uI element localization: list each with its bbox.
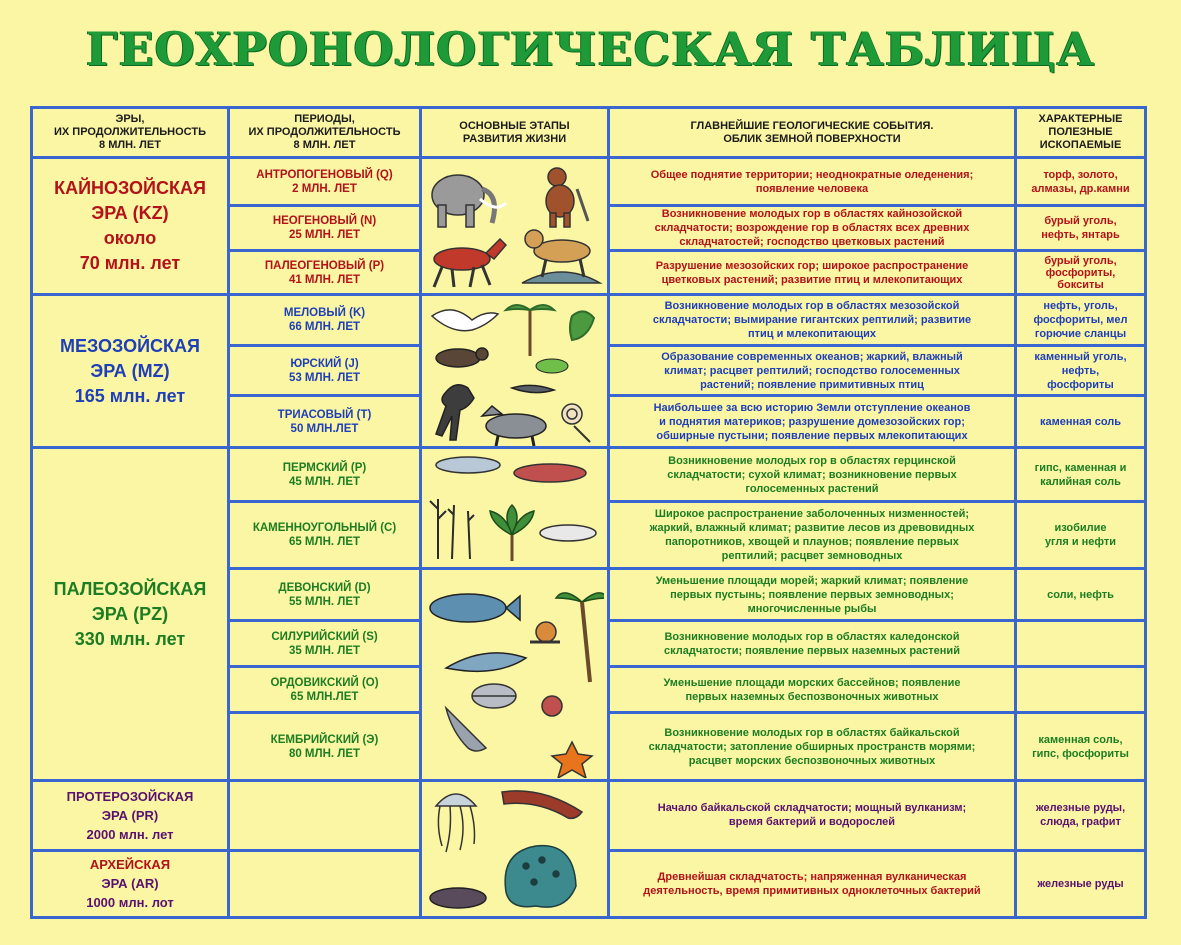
period-paleogene: ПАЛЕОГЕНОВЫЙ (P) 41 МЛН. ЛЕТ [229, 251, 421, 295]
bird-icon [432, 310, 498, 331]
palm-icon [506, 305, 594, 356]
events-archean: Древнейшая складчатость; напряженная вулканическая деятельность, время примитивных одноклеточных бактерий [609, 850, 1016, 917]
period-cretaceous: МЕЛОВЫЙ (K) 66 МЛН. ЛЕТ [229, 295, 421, 346]
minerals-jurassic: каменный уголь, нефть, фосфориты [1016, 346, 1146, 396]
minerals-quaternary: торф, золото, алмазы, др.камни [1016, 158, 1146, 206]
jellyfish-icon [436, 794, 476, 852]
events-cambrian: Возникновение молодых гор в областях байкальской складчатости; затопление обширных пространств морями; расцвет морских беспозвоночных животных [609, 713, 1016, 781]
events-devonian: Уменьшение площади морей; жаркий климат; появление первых пустынь; появление первых земноводных; многочисленные рыбы [609, 569, 1016, 621]
era-archean: АРХЕЙСКАЯ ЭРА (AR) 1000 млн. лот [32, 850, 229, 917]
minerals-cretaceous: нефть, уголь, фосфориты, мел горючие сланцы [1016, 295, 1146, 346]
header-row [32, 108, 1146, 158]
period-ordovician: ОРДОВИКСКИЙ (O) 65 МЛН.ЛЕТ [229, 667, 421, 713]
events-carboniferous: Широкое распространение заболоченных низменностей; жаркий, влажный климат; развитие лесов из древовидных папоротников, хвощей и плаунов; появление первых рептилий; расцвет земноводных [609, 502, 1016, 569]
trilobite-icon [472, 684, 516, 708]
table-row [32, 781, 1146, 851]
minerals-silurian [1016, 621, 1146, 667]
period-quaternary: АНТРОПОГЕНОВЫЙ (Q) 2 МЛН. ЛЕТ [229, 158, 421, 206]
horse-icon [434, 239, 506, 287]
header-events: ГЛАВНЕЙШИЕ ГЕОЛОГИЧЕСКИЕ СОБЫТИЯ. ОБЛИК ЗЕМНОЙ ПОВЕРХНОСТИ [609, 108, 1016, 158]
minerals-proterozoic: железные руды, слюда, графит [1016, 781, 1146, 851]
geochronological-table [30, 106, 1147, 919]
header-period: ПЕРИОДЫ, ИХ ПРОДОЛЖИТЕЛЬНОСТЬ 8 МЛН. ЛЕТ [229, 108, 421, 158]
header-minerals: ХАРАКТЕРНЫЕ ПОЛЕЗНЫЕ ИСКОПАЕМЫЕ [1016, 108, 1146, 158]
illustration-cenozoic [421, 158, 609, 295]
illustration-mesozoic [421, 295, 609, 448]
illustration-precambrian [421, 781, 609, 918]
ammonite-icon [562, 404, 590, 442]
period-neogene: НЕОГЕНОВЫЙ (N) 25 МЛН. ЛЕТ [229, 206, 421, 251]
period-devonian: ДЕВОНСКИЙ (D) 55 МЛН. ЛЕТ [229, 569, 421, 621]
period-carboniferous: КАМЕННОУГОЛЬНЫЙ (C) 65 МЛН. ЛЕТ [229, 502, 421, 569]
table-row [32, 295, 1146, 346]
minerals-cambrian: каменная соль, гипс, фосфориты [1016, 713, 1146, 781]
minerals-ordovician [1016, 667, 1146, 713]
events-ordovician: Уменьшение площади морских бассейнов; появление первых наземных беспозвоночных животных [609, 667, 1016, 713]
era-mesozoic: МЕЗОЗОЙСКАЯ ЭРА (MZ) 165 млн. лет [32, 295, 229, 448]
header-era: ЭРЫ, ИХ ПРОДОЛЖИТЕЛЬНОСТЬ 8 МЛН. ЛЕТ [32, 108, 229, 158]
events-paleogene: Разрушение мезозойских гор; широкое распространение цветковых растений; развитие птиц и млекопитающих [609, 251, 1016, 295]
period-permian: ПЕРМСКИЙ (P) 45 МЛН. ЛЕТ [229, 448, 421, 502]
period-triassic: ТРИАСОВЫЙ (T) 50 МЛН.ЛЕТ [229, 396, 421, 448]
minerals-permian: гипс, каменная и калийная соль [1016, 448, 1146, 502]
sabertooth-cat-icon [522, 230, 600, 283]
period-cambrian: КЕМБРИЙСКИЙ (Э) 80 МЛН. ЛЕТ [229, 713, 421, 781]
events-quaternary: Общее поднятие территории; неоднократные оледенения; появление человека [609, 158, 1016, 206]
minerals-neogene: бурый уголь, нефть, янтарь [1016, 206, 1146, 251]
header-life: ОСНОВНЫЕ ЭТАПЫ РАЗВИТИЯ ЖИЗНИ [421, 108, 609, 158]
dinosaur-icon [436, 385, 474, 440]
events-neogene: Возникновение молодых гор в областях кайнозойской складчатости; возрождение гор в областях всех древних складчатостей; господство цветковых растений [609, 206, 1016, 251]
era-paleozoic: ПАЛЕОЗОЙСКАЯ ЭРА (PZ) 330 млн. лет [32, 448, 229, 781]
amphibian-icon [436, 457, 500, 473]
minerals-devonian: соли, нефть [1016, 569, 1146, 621]
events-silurian: Возникновение молодых гор в областях каледонской складчатости; появление первых наземных растений [609, 621, 1016, 667]
period-silurian: СИЛУРИЙСКИЙ (S) 35 МЛН. ЛЕТ [229, 621, 421, 667]
period-jurassic: ЮРСКИЙ (J) 53 МЛН. ЛЕТ [229, 346, 421, 396]
stromatolite-icon [505, 846, 576, 907]
starfish-icon [552, 742, 592, 778]
triceratops-icon [482, 406, 546, 446]
page-title: ГЕОХРОНОЛОГИЧЕСКАЯ ТАБЛИЦА [85, 22, 1096, 76]
events-triassic: Наибольшее за всю историю Земли отступление океанов и поднятия материков; разрушение домезозойских гор; обширные пустыни; появление первых млекопитающих [609, 396, 1016, 448]
fern-tree-icon [430, 499, 474, 559]
events-cretaceous: Возникновение молодых гор в областях мезозойской складчатости; вымирание гигантских рептилий; развитие птиц и млекопитающих [609, 295, 1016, 346]
minerals-paleogene: бурый уголь, фосфориты, бокситы [1016, 251, 1146, 295]
illustration-late-paleozoic [421, 448, 609, 569]
coelacanth-fish-icon [430, 594, 520, 622]
events-permian: Возникновение молодых гор в областях герцинской складчатости; сухой климат; возникновение первых голосеменных растений [609, 448, 1016, 502]
illustration-early-paleozoic [421, 569, 609, 781]
era-proterozoic: ПРОТЕРОЗОЙСКАЯ ЭРА (PR) 2000 млн. лет [32, 781, 229, 851]
period-proterozoic-empty [229, 781, 421, 851]
table-row [32, 448, 1146, 502]
minerals-archean: железные руды [1016, 850, 1146, 917]
mammoth-icon [432, 175, 506, 227]
minerals-triassic: каменная соль [1016, 396, 1146, 448]
caveman-icon [546, 168, 588, 227]
minerals-carboniferous: изобилие угля и нефти [1016, 502, 1146, 569]
worm-icon [502, 791, 582, 819]
era-cenozoic: КАЙНОЗОЙСКАЯ ЭРА (KZ) около 70 млн. лет [32, 158, 229, 295]
table-row [32, 158, 1146, 206]
period-archean-empty [229, 850, 421, 917]
snail-icon [530, 622, 560, 642]
events-proterozoic: Начало байкальской складчатости; мощный вулканизм; время бактерий и водорослей [609, 781, 1016, 851]
events-jurassic: Образование современных океанов; жаркий, влажный климат; расцвет рептилий; господство голосеменных растений; появление примитивных птиц [609, 346, 1016, 396]
mammal-icon [436, 348, 488, 367]
